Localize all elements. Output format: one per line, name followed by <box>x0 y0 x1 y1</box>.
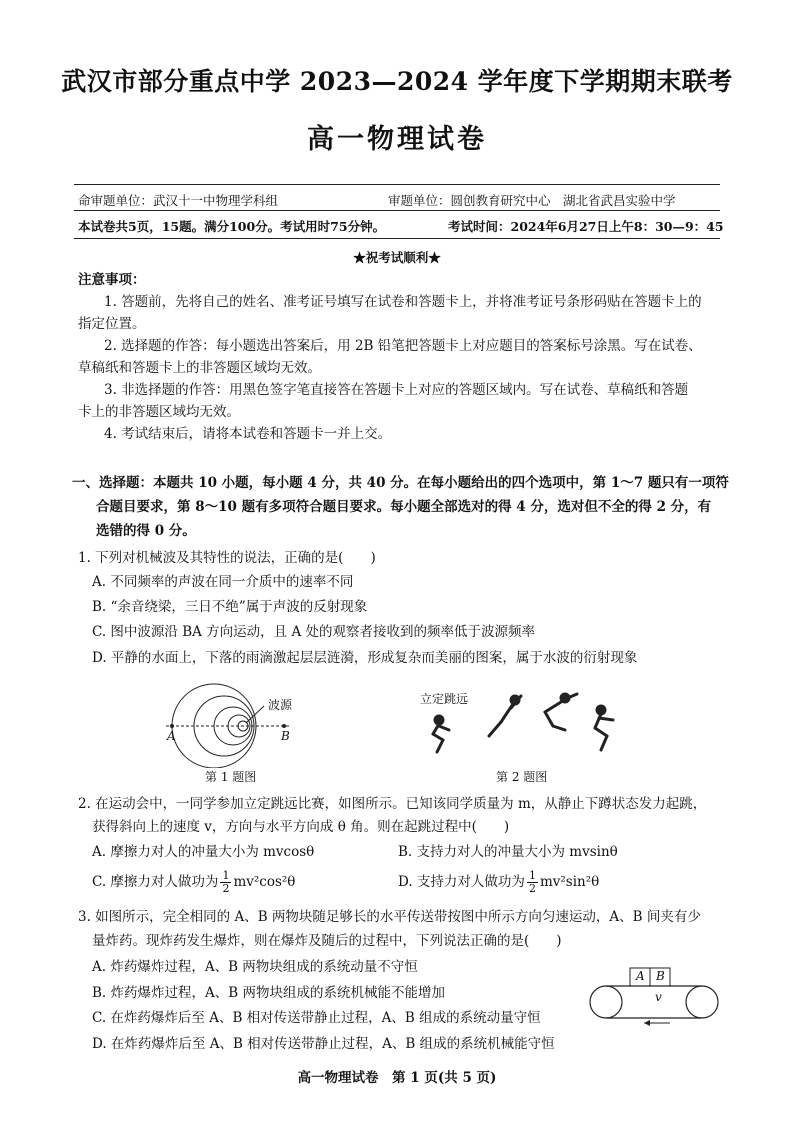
question-1-option-a: A. 不同频率的声波在同一介质中的速率不同 <box>92 574 354 590</box>
section-instructions: 合题目要求，第 8～10 题有多项符合题目要求。每小题全部选对的得 4 分，选对但不全的得 2 分，有 <box>96 499 712 515</box>
question-1-option-d: D. 平静的水面上，下落的雨滴激起层层涟漪，形成复杂而美丽的图案，属于水波的衍射现象 <box>92 650 638 666</box>
header-divider-mid <box>74 210 720 211</box>
figure-1-caption: 第 1 题图 <box>205 770 257 784</box>
exam-subtitle: 高一物理试卷 <box>307 124 487 155</box>
figure-1-diagram <box>160 678 310 768</box>
header-divider-top <box>74 184 720 185</box>
notice-line: 1. 答题前，先将自己的姓名、准考证号填写在试卷和答题卡上，并将准考证号条形码贴在答题卡上的 <box>104 294 702 310</box>
exam-time: 考试时间：2024年6月27日上午8：30—9：45 <box>448 219 724 234</box>
question-1-option-b: B. “余音绕梁，三日不绝”属于声波的反射现象 <box>92 599 368 615</box>
question-3-stem-cont: 量炸药。现炸药发生爆炸，则在爆炸及随后的过程中，下列说法正确的是( ) <box>92 933 562 949</box>
notice-line: 草稿纸和答题卡上的非答题区域均无效。 <box>78 360 321 376</box>
notice-line: 2. 选择题的作答：每小题选出答案后，用 2B 铅笔把答题卡上对应题目的答案标号涂黑。写在试卷、 <box>104 338 702 354</box>
notice-line: 指定位置。 <box>78 316 146 332</box>
question-1-option-c: C. 图中波源沿 BA 方向运动，且 A 处的观察者接收到的频率低于波源频率 <box>92 624 536 640</box>
good-luck-banner: ★祝考试顺利★ <box>353 250 441 265</box>
proposer-text: 命审题单位：武汉十一中物理学科组 <box>78 193 279 208</box>
question-2-stem: 2. 在运动会中，一同学参加立定跳远比赛，如图所示。已知该同学质量为 m，从静止下蹲状态发力起跳， <box>78 796 707 812</box>
question-3-option-d: D. 在炸药爆炸后至 A、B 相对传送带静止过程，A、B 组成的系统机械能守恒 <box>92 1036 555 1052</box>
notice-line: 3. 非选择题的作答：用黑色签字笔直接答在答题卡上对应的答题区域内。写在试卷、草稿纸和答题 <box>104 382 689 398</box>
point-a-label: A <box>167 729 176 743</box>
page-footer: 高一物理试卷 第 1 页(共 5 页) <box>297 1070 497 1086</box>
notice-line: 4. 考试结束后，请将本试卷和答题卡一并上交。 <box>104 426 392 442</box>
section-instructions: 一、选择题：本题共 10 小题，每小题 4 分，共 40 分。在每小题给出的四个选项中，第 1～7 题只有一项符 <box>72 475 729 491</box>
block-a-label: A <box>636 969 645 983</box>
question-2-option-d: D. 支持力对人做功为 $\frac{1}{2}$ mv²sin²θ <box>398 869 600 895</box>
exam-title: 武汉市部分重点中学 2023—2024 学年度下学期期末联考 <box>61 67 733 96</box>
header-divider-bottom <box>74 238 720 239</box>
question-3-option-b: B. 炸药爆炸过程，A、B 两物块组成的系统机械能不能增加 <box>92 985 445 1001</box>
long-jump-figure <box>415 690 625 760</box>
question-3-stem: 3. 如图所示，完全相同的 A、B 两物块随足够长的水平传送带按图中所示方向匀速运动，A、B 间夹有少 <box>78 909 701 925</box>
question-3-option-a: A. 炸药爆炸过程，A、B 两物块组成的系统动量不守恒 <box>92 959 418 975</box>
notice-line: 卡上的非答题区域均无效。 <box>78 404 240 420</box>
question-2-stem-cont: 获得斜向上的速度 v，方向与水平方向成 θ 角。则在起跳过程中( ) <box>92 819 510 835</box>
reviewer-text: 审题单位：圆创教育研究中心 湖北省武昌实验中学 <box>388 193 676 208</box>
question-2-option-c: C. 摩擦力对人做功为 $\frac{1}{2}$ mv²cos²θ <box>92 869 296 895</box>
point-b-label: B <box>281 729 290 743</box>
question-2-option-a: A. 摩擦力对人的冲量大小为 mvcosθ <box>92 844 315 860</box>
velocity-label: v <box>655 990 662 1004</box>
question-1-stem: 1. 下列对机械波及其特性的说法，正确的是( ) <box>78 550 376 566</box>
question-2-option-b: B. 支持力对人的冲量大小为 mvsinθ <box>398 844 618 860</box>
question-3-option-c: C. 在炸药爆炸后至 A、B 相对传送带静止过程，A、B 组成的系统动量守恒 <box>92 1010 541 1026</box>
notice-heading: 注意事项： <box>78 272 146 288</box>
section-instructions: 选错的得 0 分。 <box>96 523 196 539</box>
figure-2-title: 立定跳远 <box>420 692 469 706</box>
figure-2-caption: 第 2 题图 <box>496 770 548 784</box>
wave-source-label: 波源 <box>268 698 293 712</box>
block-b-label: B <box>656 969 665 983</box>
exam-info: 本试卷共5页，15题。满分100分。考试用时75分钟。 <box>78 219 386 234</box>
